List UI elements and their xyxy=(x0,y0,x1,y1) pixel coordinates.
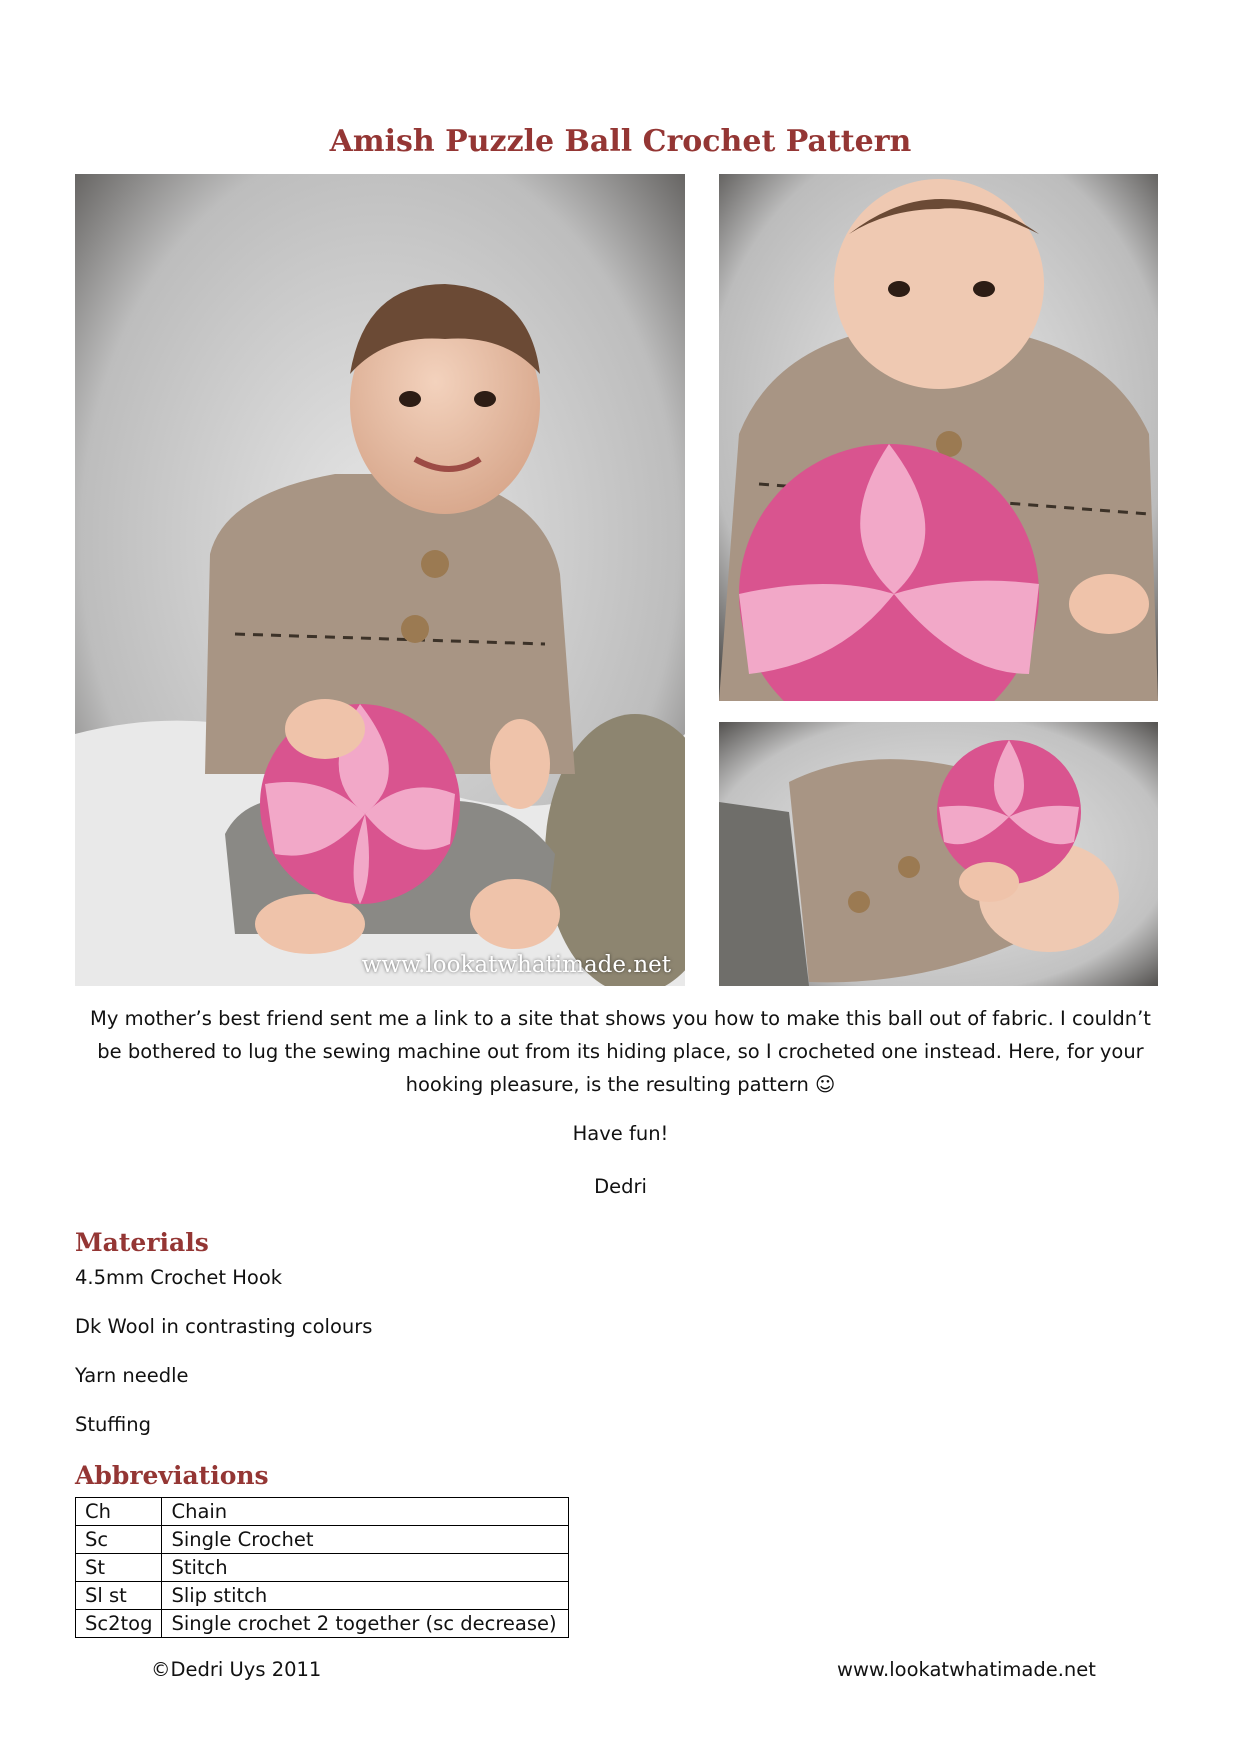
footer-copyright: ©Dedri Uys 2011 xyxy=(151,1658,322,1681)
page-title: Amish Puzzle Ball Crochet Pattern xyxy=(329,124,912,159)
photo-main xyxy=(75,174,685,986)
meaning-cell: Slip stitch xyxy=(162,1582,569,1610)
abbr-cell: Ch xyxy=(76,1498,162,1526)
signature-text: Dedri xyxy=(594,1175,647,1198)
meaning-cell: Single crochet 2 together (sc decrease) xyxy=(162,1610,569,1638)
abbr-cell: Sc xyxy=(76,1526,162,1554)
material-item: 4.5mm Crochet Hook xyxy=(75,1266,283,1289)
abbr-cell: Sc2tog xyxy=(76,1610,162,1638)
intro-paragraph: My mother’s best friend sent me a link to a site that shows you how to make this ball out of fabric. I couldn’t be bothered to lug the sewing machine out from its hiding place, so I crocheted one instead. Here, for your hooking pleasure, is the resulting pattern ☺ xyxy=(90,1007,1151,1096)
table-row xyxy=(76,1610,569,1638)
photo-top-right xyxy=(719,174,1158,701)
abbr-cell: Sl st xyxy=(76,1582,162,1610)
photo-watermark: www.lookatwhatimade.net xyxy=(361,952,671,978)
material-item: Yarn needle xyxy=(75,1364,189,1387)
baby-lying-illustration xyxy=(719,722,1158,986)
materials-heading: Materials xyxy=(75,1228,209,1257)
baby-with-ball-illustration xyxy=(75,174,685,986)
baby-closeup-illustration xyxy=(719,174,1158,701)
table-row xyxy=(76,1526,569,1554)
abbreviations-table xyxy=(75,1497,569,1638)
abbr-cell: St xyxy=(76,1554,162,1582)
table-row xyxy=(76,1498,569,1526)
meaning-cell: Single Crochet xyxy=(162,1526,569,1554)
table-row xyxy=(76,1582,569,1610)
abbreviations-heading: Abbreviations xyxy=(75,1461,269,1490)
footer-website: www.lookatwhatimade.net xyxy=(837,1658,1096,1681)
meaning-cell: Stitch xyxy=(162,1554,569,1582)
material-item: Stuffing xyxy=(75,1413,151,1436)
have-fun-text: Have fun! xyxy=(572,1122,669,1145)
table-row xyxy=(76,1554,569,1582)
material-item: Dk Wool in contrasting colours xyxy=(75,1315,373,1338)
meaning-cell: Chain xyxy=(162,1498,569,1526)
photo-bottom-right xyxy=(719,722,1158,986)
